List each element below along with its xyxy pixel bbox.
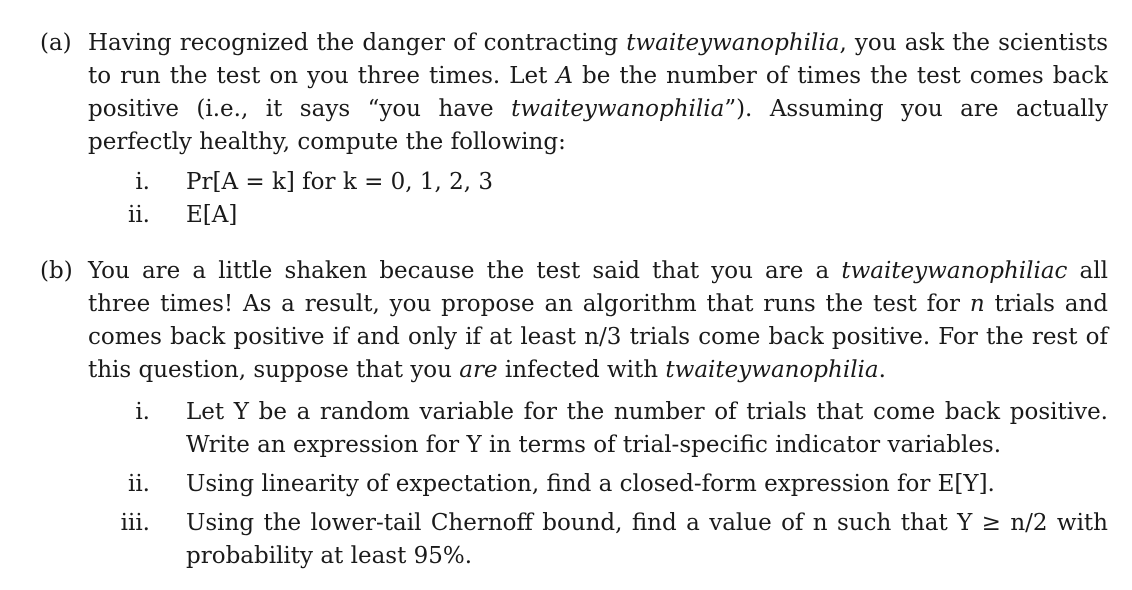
- item-label: i.: [135, 169, 150, 195]
- part-b-item-iii: [88, 507, 1108, 573]
- part-b-label: (b): [40, 258, 73, 284]
- part-a-text: Having recognized the danger of contracting twaiteywanophilia, you ask the scientists to run the test on you three times. Let A be the number of times the test comes back positive (i.e., it says “you have twaiteywanophilia”). Assuming you are actually perfectly healthy, compute the following:: [88, 30, 1108, 155]
- part-b-text: You are a little shaken because the test said that you are a twaiteywanophiliac all three times! As a result, you propose an algorithm that runs the test for n trials and comes back positive if and only if at least n/3 trials come back positive. For the rest of this question, suppose that you are infected with twaiteywanophilia.: [88, 258, 1108, 383]
- term-twaiteywanophilia: twaiteywanophilia: [626, 30, 840, 56]
- item-label: iii.: [120, 510, 150, 536]
- part-a-item-i: [88, 166, 1108, 199]
- part-b-item-ii: [88, 468, 1108, 501]
- part-a-item-ii: [88, 199, 1108, 232]
- item-text: Let Y be a random variable for the number of trials that come back positive. Write an expression for Y in terms of trial-specific indicator variables.: [186, 399, 1108, 458]
- item-label: ii.: [127, 471, 150, 497]
- item-text: Using the lower-tail Chernoff bound, find a value of n such that Y ≥ n/2 with probability at least 95%.: [186, 510, 1108, 569]
- part-b-item-i: [88, 396, 1108, 462]
- part-a: [40, 27, 1108, 232]
- item-text: E[A]: [186, 202, 238, 228]
- part-b: [40, 255, 1108, 573]
- item-text: Using linearity of expectation, find a closed-form expression for E[Y].: [186, 471, 995, 497]
- term-twaiteywanophiliac: twaiteywanophiliac: [841, 258, 1068, 284]
- item-label: ii.: [127, 202, 150, 228]
- item-label: i.: [135, 399, 150, 425]
- part-a-label: (a): [40, 30, 72, 56]
- item-text: Pr[A = k] for k = 0, 1, 2, 3: [186, 169, 494, 195]
